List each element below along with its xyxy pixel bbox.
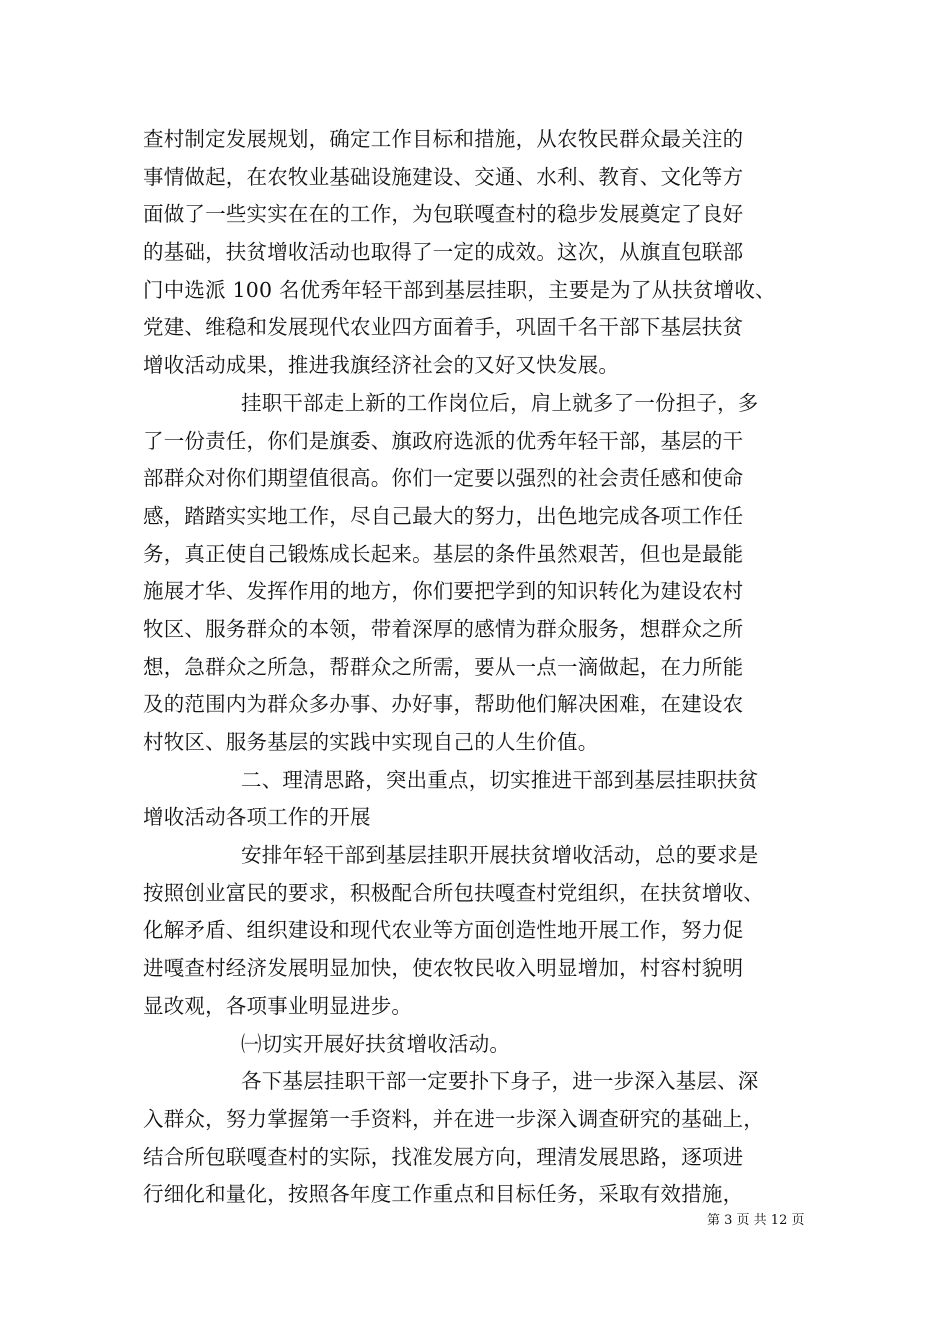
text-line: 门中选派 100 名优秀年轻干部到基层挂职，主要是为了从扶贫增收、: [143, 277, 776, 302]
text-line: 想，急群众之所急，帮群众之所需，要从一点一滴做起，在力所能: [143, 654, 744, 679]
text-line: 挂职干部走上新的工作岗位后，肩上就多了一份担子，多: [241, 390, 759, 415]
text-line: 按照创业富民的要求，积极配合所包扶嘎查村党组织，在扶贫增收、: [143, 880, 764, 905]
text-line: 结合所包联嘎查村的实际，找准发展方向，理清发展思路，逐项进: [143, 1144, 744, 1169]
text-line: 的基础，扶贫增收活动也取得了一定的成效。这次，从旗直包联部: [143, 240, 744, 265]
text-line: 务，真正使自己锻炼成长起来。基层的条件虽然艰苦，但也是最能: [143, 541, 744, 566]
text-line: 进嘎查村经济发展明显加快，使农牧民收入明显增加，村容村貌明: [143, 956, 744, 981]
text-line: 村牧区、服务基层的实践中实现自己的人生价值。: [143, 730, 599, 754]
text-line: 部群众对你们期望值很高。你们一定要以强烈的社会责任感和使命: [143, 466, 744, 491]
text-line: 了一份责任，你们是旗委、旗政府选派的优秀年轻干部，基层的干: [143, 428, 744, 453]
text-line: 显改观，各项事业明显进步。: [143, 993, 413, 1018]
text-line: 党建、维稳和发展现代农业四方面着手，巩固千名干部下基层扶贫: [143, 315, 744, 340]
text-line: 牧区、服务群众的本领，带着深厚的感情为群众服务，想群众之所: [143, 616, 744, 641]
page-number-footer: 第 3 页 共 12 页: [707, 1213, 805, 1228]
text-line: 安排年轻干部到基层挂职开展扶贫增收活动，总的要求是: [241, 843, 759, 868]
document-body: [143, 121, 811, 1214]
text-line: 施展才华、发挥作用的地方，你们要把学到的知识转化为建设农村: [143, 579, 744, 604]
text-line: 及的范围内为群众多办事、办好事，帮助他们解决困难，在建设农: [143, 692, 744, 717]
text-line: ㈠切实开展好扶贫增收活动。: [241, 1031, 511, 1056]
text-line: 二、理清思路，突出重点，切实推进干部到基层挂职扶贫: [241, 767, 759, 792]
text-line: 感，踏踏实实地工作，尽自己最大的努力，出色地完成各项工作任: [143, 503, 744, 528]
text-line: 各下基层挂职干部一定要扑下身子，进一步深入基层、深: [241, 1069, 759, 1094]
text-line: 事情做起，在农牧业基础设施建设、交通、水利、教育、文化等方: [143, 164, 744, 189]
text-line: 增收活动成果，推进我旗经济社会的又好又快发展。: [143, 353, 620, 378]
text-line: 面做了一些实实在在的工作，为包联嘎查村的稳步发展奠定了良好: [143, 202, 744, 227]
text-line: 增收活动各项工作的开展: [143, 805, 371, 830]
text-line: 查村制定发展规划，确定工作目标和措施，从农牧民群众最关注的: [143, 127, 744, 151]
text-line: 行细化和量化，按照各年度工作重点和目标任务，采取有效措施，: [143, 1182, 744, 1207]
text-line: 入群众，努力掌握第一手资料，并在进一步深入调查研究的基础上，: [143, 1106, 764, 1131]
text-line: 化解矛盾、组织建设和现代农业等方面创造性地开展工作，努力促: [143, 918, 744, 943]
